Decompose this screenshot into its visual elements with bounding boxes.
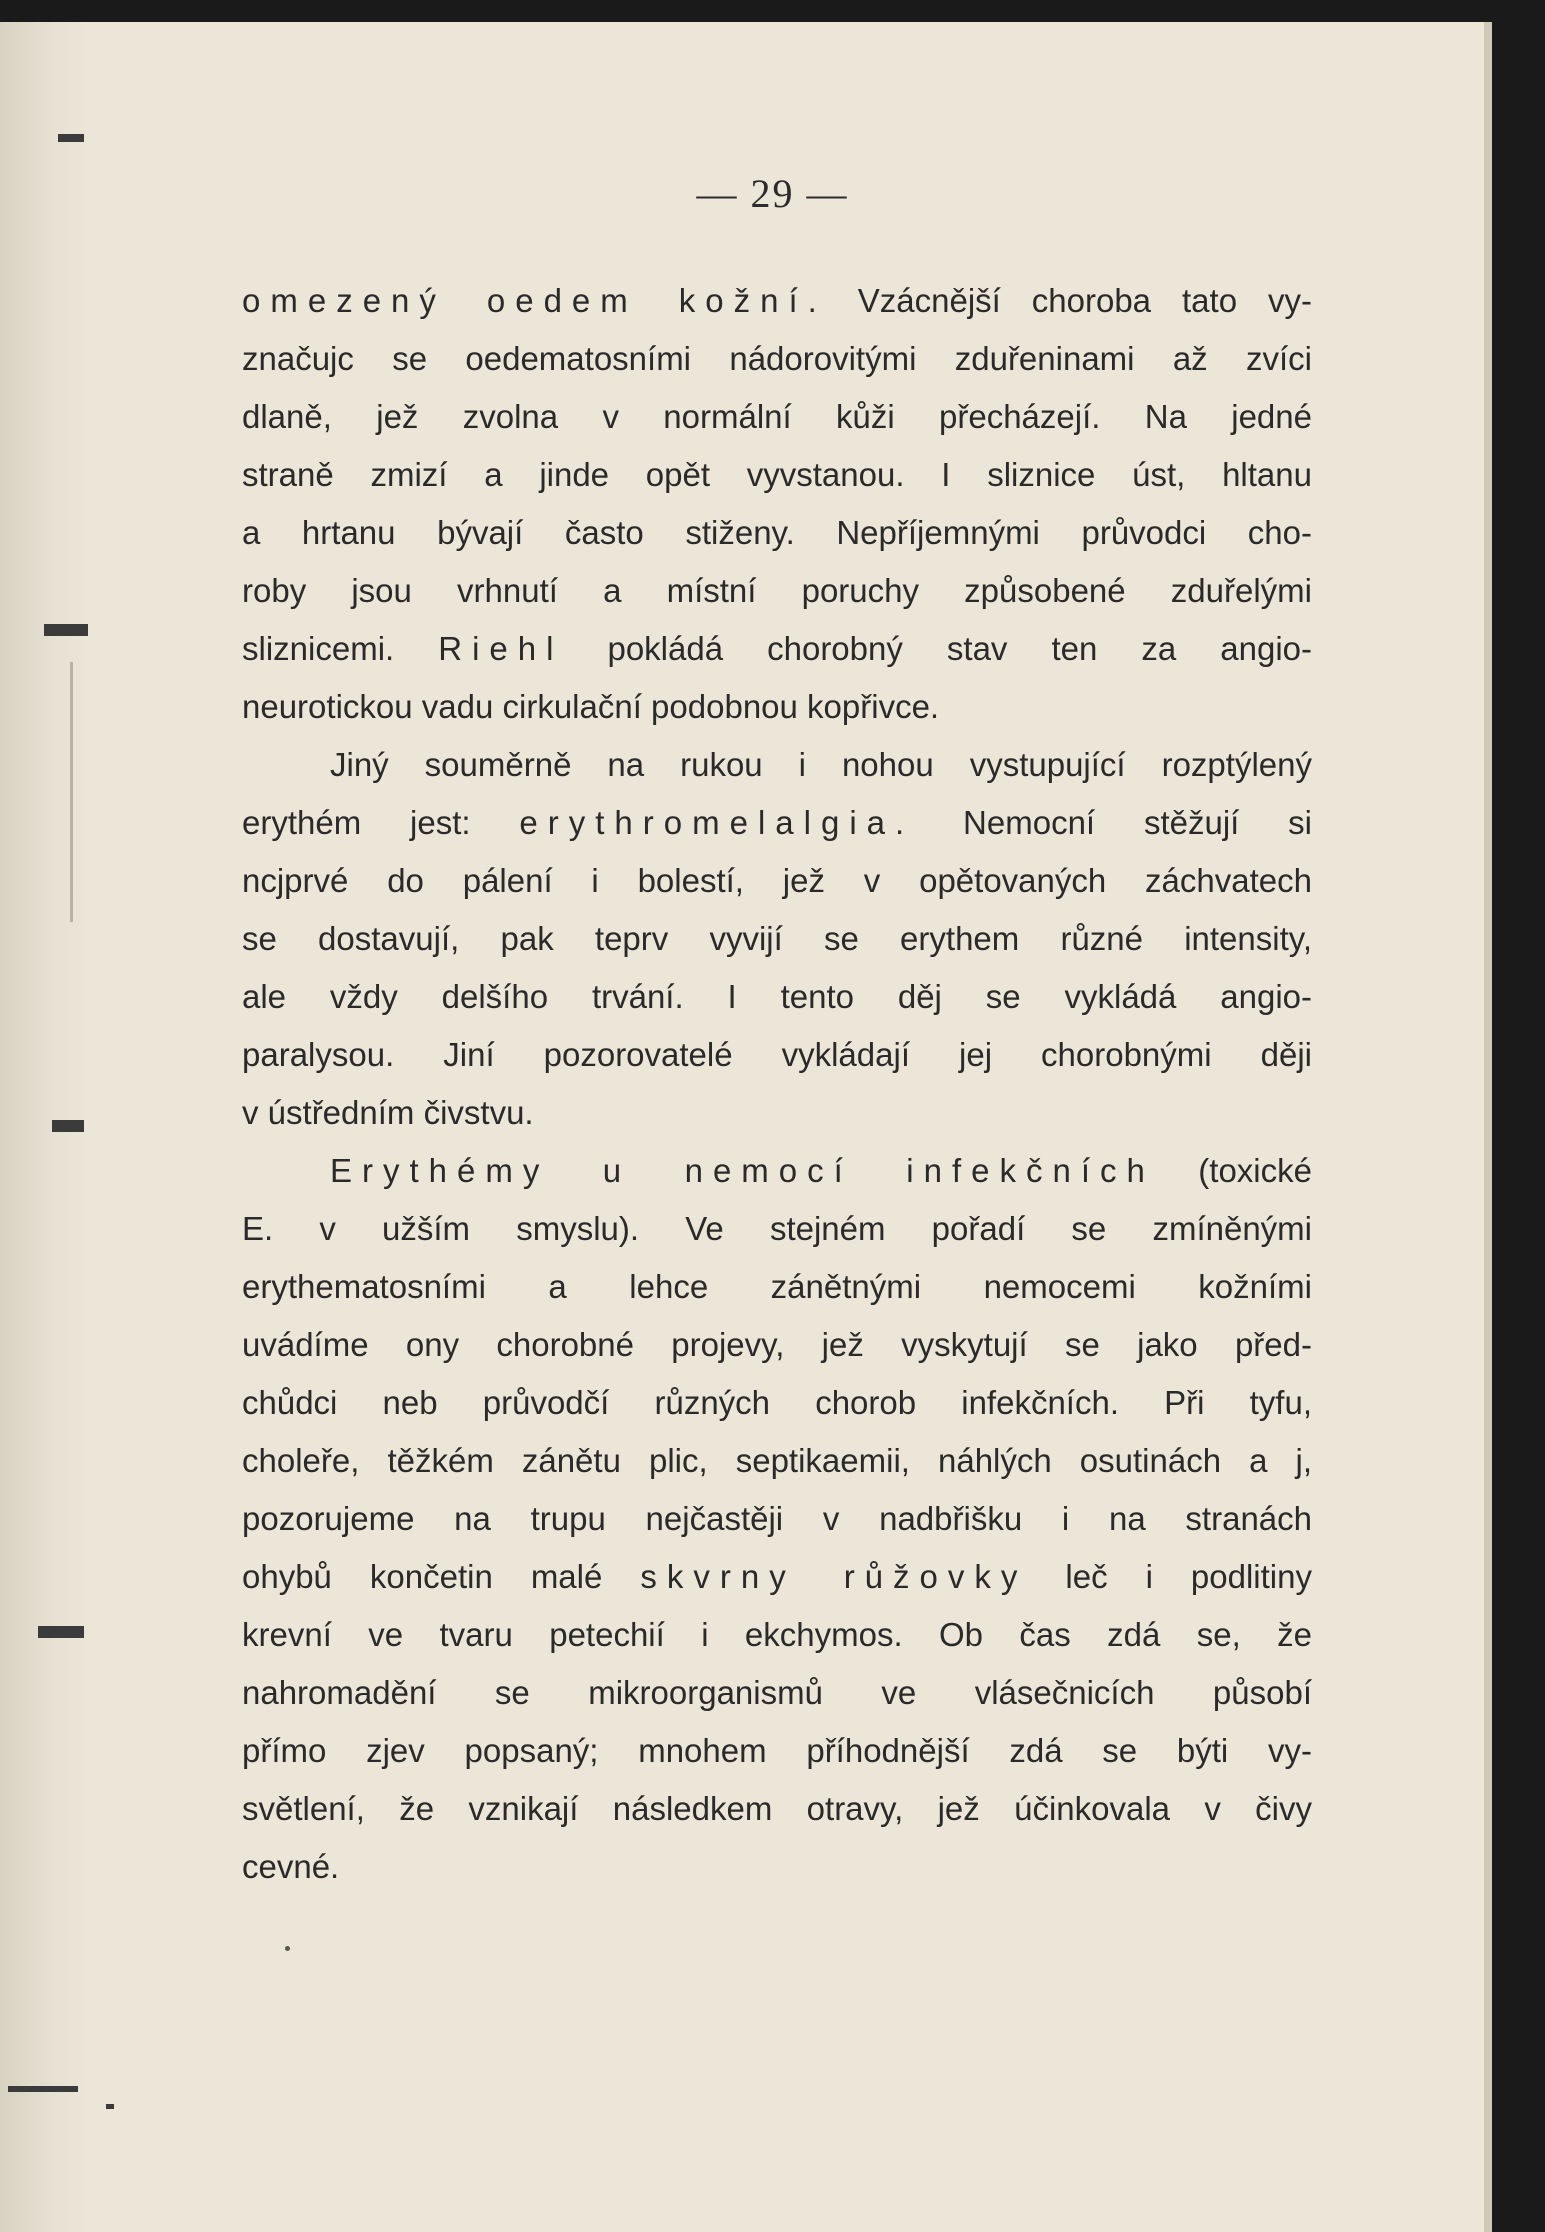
spaced-emphasis: omezený oedem kožní. [242, 282, 827, 319]
text-line [242, 1838, 1312, 1896]
text-segment: světlení, že vznikají následkem otravy, jež účinkovala v čivy [242, 1790, 1312, 1827]
page-number: — 29 — [696, 171, 849, 216]
text-line [242, 1490, 1312, 1548]
text-line [242, 272, 1312, 330]
text-segment: (toxické [1154, 1152, 1312, 1189]
text-segment: značujc se oedematosními nádorovitými zduřeninami až zvíci [242, 340, 1312, 377]
text-segment: dlaně, jež zvolna v normální kůži přecházejí. Na jedné [242, 398, 1312, 435]
binding-mark [38, 1626, 84, 1638]
text-segment: Vzácnější choroba tato vy- [826, 282, 1312, 319]
spaced-emphasis: Erythémy u nemocí infekčních [330, 1152, 1155, 1189]
text-segment: cevné. [242, 1848, 340, 1885]
text-line [242, 1780, 1312, 1838]
spaced-emphasis: Riehl [438, 630, 564, 667]
text-segment: straně zmizí a jinde opět vyvstanou. I sliznice úst, hltanu [242, 456, 1312, 493]
text-segment: erythematosními a lehce zánětnými nemocemi kožními [242, 1268, 1312, 1305]
text-line [242, 852, 1312, 910]
text-segment: ohybů končetin malé [242, 1558, 641, 1595]
text-segment: se dostavují, pak teprv vyvijí se erythem různé intensity, [242, 920, 1312, 957]
text-line [242, 1258, 1312, 1316]
text-segment: a hrtanu bývají často stiženy. Nepříjemnými průvodci cho- [242, 514, 1312, 551]
text-line [242, 1432, 1312, 1490]
text-line [242, 1548, 1312, 1606]
text-segment: neurotickou vadu cirkulační podobnou kopřivce. [242, 688, 940, 725]
text-line [242, 794, 1312, 852]
ink-speck [285, 1946, 290, 1951]
binding-mark [52, 1120, 84, 1132]
binding-mark [106, 2104, 114, 2109]
text-segment: erythém jest: [242, 804, 520, 841]
text-line [242, 1664, 1312, 1722]
binding-mark [44, 624, 88, 636]
text-line [242, 1606, 1312, 1664]
binding-mark [8, 2086, 78, 2092]
text-line [242, 388, 1312, 446]
text-line [242, 910, 1312, 968]
text-segment: pozorujeme na trupu nejčastěji v nadbřišku i na stranách [242, 1500, 1312, 1537]
body-text [242, 272, 1312, 1896]
text-line [242, 1200, 1312, 1258]
text-line [242, 968, 1312, 1026]
text-segment: E. v užším smyslu). Ve stejném pořadí se zmíněnými [242, 1210, 1312, 1247]
text-segment: leč i podlitiny [1027, 1558, 1312, 1595]
text-segment: přímo zjev popsaný; mnohem příhodnější zdá se býti vy- [242, 1732, 1312, 1769]
text-segment: choleře, těžkém zánětu plic, septikaemii, náhlých osutinách a j, [242, 1442, 1312, 1479]
text-segment: krevní ve tvaru petechií i ekchymos. Ob čas zdá se, že [242, 1616, 1312, 1653]
text-line [242, 620, 1312, 678]
text-line [242, 1142, 1312, 1200]
spaced-emphasis: erythromelalgia. [519, 804, 915, 841]
text-segment: v ústředním čivstvu. [242, 1094, 534, 1131]
text-line [242, 504, 1312, 562]
text-segment: Jiný souměrně na rukou i nohou vystupující rozptýlený [330, 746, 1312, 783]
binding-mark [58, 134, 84, 142]
spaced-emphasis: skvrny růžovky [640, 1558, 1028, 1595]
text-segment: pokládá chorobný stav ten za angio- [563, 630, 1312, 667]
text-line [242, 1722, 1312, 1780]
text-line [242, 1026, 1312, 1084]
binding-edge [70, 662, 73, 922]
text-segment: nahromadění se mikroorganismů ve vlásečnicích působí [242, 1674, 1312, 1711]
text-segment: paralysou. Jiní pozorovatelé vykládají jej chorobnými ději [242, 1036, 1312, 1073]
text-line [242, 736, 1312, 794]
text-segment: uvádíme ony chorobné projevy, jež vyskytují se jako před- [242, 1326, 1312, 1363]
text-segment: roby jsou vrhnutí a místní poruchy způsobené zduřelými [242, 572, 1312, 609]
text-line [242, 446, 1312, 504]
text-line [242, 1084, 1312, 1142]
text-line [242, 1374, 1312, 1432]
text-segment: ncjprvé do pálení i bolestí, jež v opětovaných záchvatech [242, 862, 1312, 899]
text-line [242, 330, 1312, 388]
text-line [242, 562, 1312, 620]
text-line [242, 678, 1312, 736]
text-segment: chůdci neb průvodčí různých chorob infekčních. Při tyfu, [242, 1384, 1312, 1421]
text-segment: Nemocní stěžují si [914, 804, 1312, 841]
text-segment: ale vždy delšího trvání. I tento děj se vykládá angio- [242, 978, 1312, 1015]
page-edge [1484, 22, 1492, 2232]
text-segment: sliznicemi. [242, 630, 439, 667]
text-line [242, 1316, 1312, 1374]
